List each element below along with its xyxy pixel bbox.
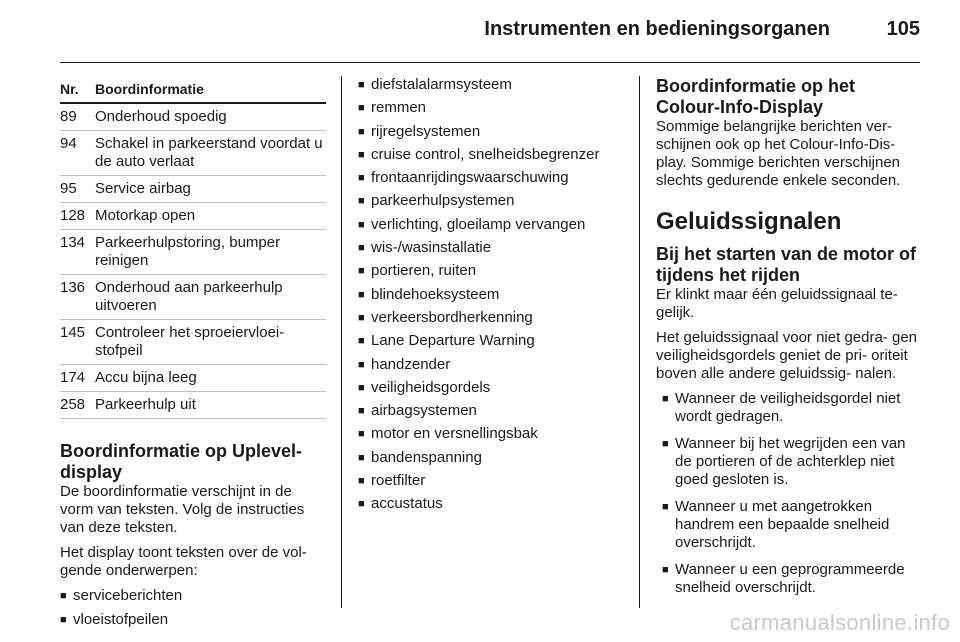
list-item-text: accustatus bbox=[371, 495, 443, 513]
uplevel-topic-list bbox=[60, 587, 326, 629]
page-number: 105 bbox=[886, 18, 920, 40]
message-text: Service airbag bbox=[95, 180, 191, 197]
table-header-nr: Nr. bbox=[60, 81, 79, 97]
colour-info-paragraph: Sommige belangrijke berichten ver- schijnen ook op het Colour-Info-Dis- play. Sommige berichten verschijnen slechts gedurende enkele seconden. bbox=[656, 118, 901, 189]
sound-condition-list bbox=[656, 390, 922, 597]
list-item-text: frontaanrijdingswaarschuwing bbox=[371, 169, 569, 187]
list-item-text: cruise control, snelheidsbegrenzer bbox=[371, 145, 600, 163]
list-item-text: motor en versnellingsbak bbox=[371, 425, 538, 443]
bullet-square-icon: ■ bbox=[358, 405, 365, 418]
sound-paragraph-1: Er klinkt maar één geluidssignaal te- gelijk. bbox=[656, 286, 898, 321]
page-title: Instrumenten en bedieningsorganen bbox=[484, 18, 830, 40]
message-number: 145 bbox=[60, 324, 86, 341]
bullet-square-icon: ■ bbox=[662, 564, 669, 576]
list-item bbox=[60, 611, 326, 629]
list-item bbox=[358, 239, 624, 257]
list-item-text: vloeistofpeilen bbox=[73, 611, 169, 628]
bullet-square-icon: ■ bbox=[358, 79, 365, 91]
list-item-text: verkeersbordherkenning bbox=[371, 308, 533, 326]
list-item bbox=[358, 402, 624, 420]
table-row bbox=[60, 131, 326, 176]
list-item-text: Wanneer u met aangetrokken handrem een bepaalde snelheid overschrijdt. bbox=[675, 498, 890, 551]
list-item-text: remmen bbox=[371, 99, 427, 117]
uplevel-paragraph-2: Het display toont teksten over de vol- gende onderwerpen: bbox=[60, 544, 307, 579]
message-text: Parkeerhulpstoring, bumper reinigen bbox=[95, 234, 281, 269]
bullet-square-icon: ■ bbox=[358, 242, 365, 255]
list-item bbox=[358, 123, 624, 141]
list-item-text: Wanneer de veiligheidsgordel niet wordt gedragen. bbox=[675, 390, 901, 425]
list-item-text: Lane Departure Warning bbox=[371, 332, 535, 350]
bullet-square-icon: ■ bbox=[358, 148, 365, 161]
bullet-square-icon: ■ bbox=[60, 614, 67, 626]
list-item bbox=[358, 472, 624, 490]
table-body bbox=[60, 104, 326, 419]
bullet-square-icon: ■ bbox=[358, 311, 365, 324]
list-item bbox=[358, 216, 624, 234]
list-item bbox=[358, 332, 624, 350]
list-item bbox=[358, 356, 624, 374]
column-divider bbox=[639, 76, 640, 608]
list-item-text: parkeerhulpsystemen bbox=[371, 192, 515, 210]
message-text: Onderhoud aan parkeerhulp uitvoeren bbox=[95, 279, 283, 314]
bullet-square-icon: ■ bbox=[662, 438, 669, 450]
bullet-square-icon: ■ bbox=[358, 195, 365, 208]
table-row bbox=[60, 275, 326, 320]
table-row bbox=[60, 176, 326, 203]
list-item-text: serviceberichten bbox=[73, 587, 183, 604]
bullet-square-icon: ■ bbox=[662, 501, 669, 513]
list-item bbox=[358, 425, 624, 443]
bullet-square-icon: ■ bbox=[60, 590, 67, 602]
list-item bbox=[358, 146, 624, 164]
column-middle bbox=[358, 76, 624, 519]
list-item-text: Wanneer bij het wegrijden een van de portieren of de achterklep niet goed gesloten is. bbox=[675, 435, 906, 488]
watermark: carmanualsonline.info bbox=[729, 610, 950, 635]
list-item-text: portieren, ruiten bbox=[371, 262, 477, 280]
list-item-text: handzender bbox=[371, 355, 451, 373]
table-row bbox=[60, 365, 326, 392]
bullet-square-icon: ■ bbox=[358, 428, 365, 441]
bullet-square-icon: ■ bbox=[358, 475, 365, 488]
bullet-square-icon: ■ bbox=[358, 358, 365, 371]
bullet-square-icon: ■ bbox=[358, 125, 365, 138]
list-item bbox=[358, 262, 624, 280]
sound-paragraph-2: Het geluidssignaal voor niet gedra- gen veiligheidsgordels geniet de pri- oriteit boven alle andere geluidssig- nalen. bbox=[656, 329, 917, 382]
list-item bbox=[358, 192, 624, 210]
list-item-text: rijregelsystemen bbox=[371, 122, 481, 140]
list-item bbox=[358, 169, 624, 187]
uplevel-paragraph-1: De boordinformatie verschijnt in de vorm van teksten. Volg de instructies van deze teksten. bbox=[60, 483, 305, 536]
table-header-info: Boordinformatie bbox=[95, 81, 204, 97]
column-divider bbox=[341, 76, 342, 608]
bullet-square-icon: ■ bbox=[358, 172, 365, 185]
message-number: 94 bbox=[60, 135, 77, 152]
bullet-square-icon: ■ bbox=[358, 288, 365, 301]
topic-list bbox=[358, 76, 624, 513]
message-number: 136 bbox=[60, 279, 86, 296]
bullet-square-icon: ■ bbox=[358, 498, 365, 511]
list-item bbox=[358, 379, 624, 397]
list-item bbox=[656, 561, 922, 597]
table-row bbox=[60, 320, 326, 365]
table-row bbox=[60, 203, 326, 230]
list-item-text: bandenspanning bbox=[371, 448, 482, 466]
message-number: 258 bbox=[60, 396, 86, 413]
list-item bbox=[358, 76, 624, 94]
uplevel-heading: Boordinformatie op Uplevel-display bbox=[60, 441, 303, 482]
bullet-square-icon: ■ bbox=[358, 381, 365, 394]
table-row bbox=[60, 230, 326, 275]
message-number: 128 bbox=[60, 207, 86, 224]
bullet-square-icon: ■ bbox=[358, 335, 365, 348]
column-left bbox=[60, 76, 326, 635]
list-item bbox=[60, 587, 326, 605]
list-item bbox=[656, 390, 922, 426]
message-text: Accu bijna leeg bbox=[95, 369, 197, 386]
list-item-text: wis-/wasinstallatie bbox=[371, 239, 492, 257]
list-item-text: veiligheidsgordels bbox=[371, 378, 491, 396]
message-text: Schakel in parkeerstand voordat u de auto verlaat bbox=[95, 135, 323, 170]
table-header bbox=[60, 80, 326, 104]
bullet-square-icon: ■ bbox=[358, 265, 365, 278]
column-right bbox=[656, 76, 922, 606]
list-item-text: diefstalalarmsysteem bbox=[371, 76, 512, 93]
message-number: 174 bbox=[60, 369, 86, 386]
list-item-text: roetfilter bbox=[371, 472, 426, 490]
sound-heading: Geluidssignalen bbox=[656, 208, 842, 235]
table-row bbox=[60, 392, 326, 419]
list-item-text: Wanneer u een geprogrammeerde snelheid overschrijdt. bbox=[675, 561, 905, 596]
list-item bbox=[656, 498, 922, 552]
table-row bbox=[60, 104, 326, 131]
message-number: 95 bbox=[60, 180, 77, 197]
list-item bbox=[656, 435, 922, 489]
list-item-text: blindehoeksysteem bbox=[371, 285, 500, 303]
list-item bbox=[358, 449, 624, 467]
list-item-text: verlichting, gloeilamp vervangen bbox=[371, 215, 586, 233]
message-text: Controleer het sproeiervloei- stofpeil bbox=[95, 324, 285, 359]
colour-info-heading: Boordinformatie op het Colour-Info-Display bbox=[656, 76, 855, 117]
sound-subheading: Bij het starten van de motor of tijdens het rijden bbox=[656, 244, 917, 285]
list-item bbox=[358, 309, 624, 327]
list-item bbox=[358, 286, 624, 304]
message-text: Onderhoud spoedig bbox=[95, 108, 227, 125]
list-item bbox=[358, 99, 624, 117]
page-header bbox=[60, 0, 920, 63]
bullet-square-icon: ■ bbox=[662, 393, 669, 405]
message-text: Parkeerhulp uit bbox=[95, 396, 196, 413]
bullet-square-icon: ■ bbox=[358, 218, 365, 231]
message-text: Motorkap open bbox=[95, 207, 196, 224]
list-item-text: airbagsystemen bbox=[371, 402, 477, 420]
bullet-square-icon: ■ bbox=[358, 102, 365, 115]
message-number: 134 bbox=[60, 234, 86, 251]
bullet-square-icon: ■ bbox=[358, 451, 365, 464]
message-number: 89 bbox=[60, 108, 77, 125]
list-item bbox=[358, 495, 624, 513]
